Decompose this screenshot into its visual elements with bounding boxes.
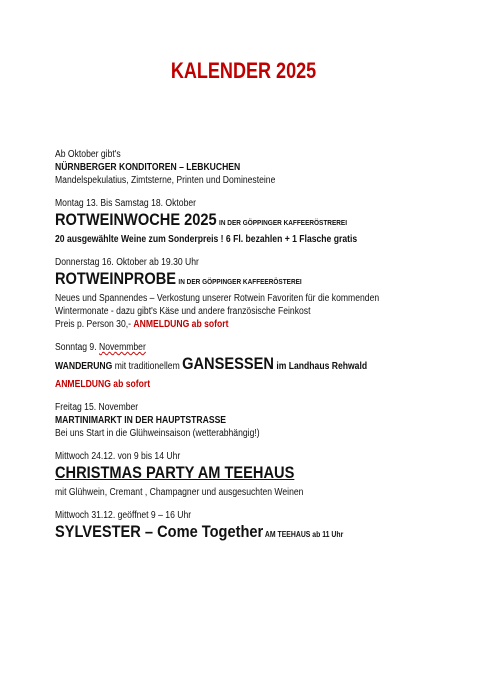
event-date: Mittwoch 31.12. geöffnet 9 – 16 Uhr bbox=[55, 510, 192, 521]
event-detail: Mandelspekulatius, Zimtsterne, Printen und Dominesteine bbox=[55, 175, 276, 186]
event-price: Preis p. Person 30,- bbox=[55, 319, 132, 330]
event-lebkuchen bbox=[55, 148, 455, 187]
event-date: Freitag 15. November bbox=[55, 402, 139, 413]
event-date: Mittwoch 24.12. von 9 bis 14 Uhr bbox=[55, 451, 181, 462]
event-headline: ROTWEINPROBE bbox=[55, 269, 177, 288]
event-date: Sonntag 9. bbox=[55, 342, 99, 353]
event-list bbox=[55, 148, 455, 554]
event-date-month: Novemmber bbox=[98, 342, 146, 353]
registration-note: ANMELDUNG ab sofort bbox=[133, 319, 229, 330]
event-detail: 20 ausgewählte Weine zum Sonderpreis ! 6 Fl. bezahlen + 1 Flasche gratis bbox=[55, 234, 358, 245]
event-location: IN DER GÖPPINGER KAFFEERÖSTEREI bbox=[178, 277, 302, 286]
event-headline: SYLVESTER – Come Together bbox=[55, 522, 264, 541]
event-text: mit traditionellem bbox=[112, 361, 183, 372]
event-location: IN DER GÖPPINGER KAFFEERÖSTREREI bbox=[219, 218, 348, 227]
event-detail: mit Glühwein, Cremant , Champagner und ausgesuchten Weinen bbox=[55, 487, 304, 498]
event-location: im Landhaus Rehwald bbox=[273, 361, 368, 372]
event-headline: MARTINIMARKT IN DER HAUPTSTRASSE bbox=[55, 415, 227, 426]
event-headline: ROTWEINWOCHE 2025 bbox=[55, 210, 217, 229]
event-sylvester bbox=[55, 509, 455, 545]
event-location: AM TEEHAUS ab 11 Uhr bbox=[263, 530, 344, 539]
event-headline: GANSESSEN bbox=[182, 354, 274, 373]
event-gansessen bbox=[55, 341, 455, 391]
event-christmas-party bbox=[55, 450, 455, 499]
event-headline: NÜRNBERGER KONDITOREN – LEBKUCHEN bbox=[55, 162, 241, 173]
event-rotweinwoche bbox=[55, 197, 455, 246]
event-martinimarkt bbox=[55, 401, 455, 440]
event-date: Montag 13. Bis Samstag 18. Oktober bbox=[55, 198, 197, 209]
event-detail: Wintermonate - dazu gibt's Käse und andere französische Feinkost bbox=[55, 306, 311, 317]
event-label: WANDERUNG bbox=[55, 361, 113, 372]
page-title: KALENDER 2025 bbox=[170, 58, 317, 83]
event-detail: Bei uns Start in die Glühweinsaison (wetterabhängig!) bbox=[55, 428, 260, 439]
event-date: Donnerstag 16. Oktober ab 19.30 Uhr bbox=[55, 257, 199, 268]
event-intro: Ab Oktober gibt's bbox=[55, 149, 121, 160]
event-rotweinprobe bbox=[55, 256, 455, 331]
event-detail: Neues und Spannendes – Verkostung unserer Rotwein Favoriten für die kommenden bbox=[55, 293, 380, 304]
registration-note: ANMELDUNG ab sofort bbox=[55, 379, 151, 390]
event-headline: CHRISTMAS PARTY AM TEEHAUS bbox=[55, 463, 295, 482]
